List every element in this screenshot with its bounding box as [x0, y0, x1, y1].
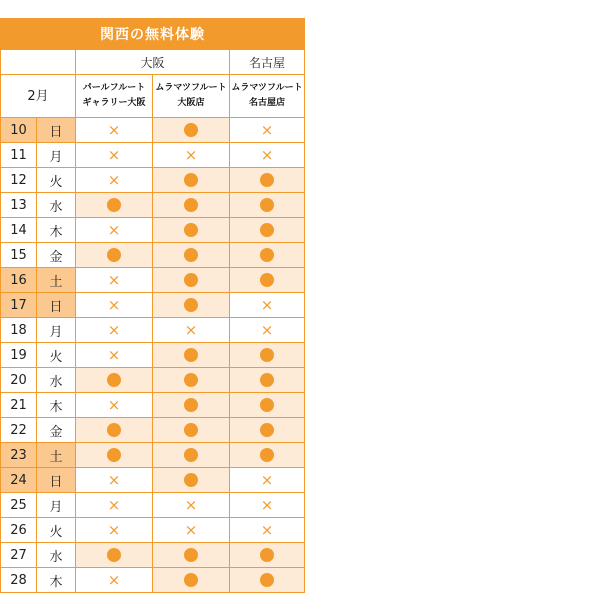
availability-muramatsu-osaka [153, 343, 230, 367]
available-dot-icon [184, 348, 198, 362]
region-nagoya: 名古屋 [248, 55, 285, 70]
store-name-line2: 大阪店 [177, 98, 205, 108]
available-dot-icon [260, 448, 274, 462]
weekday: 金 [37, 243, 76, 267]
weekday: 火 [37, 168, 76, 192]
available-dot-icon [107, 248, 121, 262]
weekday: 土 [37, 443, 76, 467]
unavailable-cross-icon: × [107, 220, 121, 239]
availability-muramatsu-nagoya [230, 493, 304, 517]
available-dot-icon [184, 223, 198, 237]
unavailable-cross-icon: × [184, 495, 198, 514]
unavailable-cross-icon: × [184, 145, 198, 164]
availability-pearl-gallery-osaka [76, 418, 153, 442]
available-dot-icon [184, 448, 198, 462]
weekday: 金 [37, 418, 76, 442]
weekday: 木 [37, 393, 76, 417]
availability-muramatsu-nagoya [230, 143, 304, 167]
unavailable-cross-icon: × [260, 320, 274, 339]
weekday: 水 [37, 368, 76, 392]
availability-pearl-gallery-osaka [76, 218, 153, 242]
day-number: 17 [1, 293, 37, 317]
availability-muramatsu-osaka [153, 493, 230, 517]
availability-pearl-gallery-osaka [76, 543, 153, 567]
unavailable-cross-icon: × [107, 345, 121, 364]
unavailable-cross-icon: × [260, 145, 274, 164]
unavailable-cross-icon: × [184, 320, 198, 339]
availability-pearl-gallery-osaka [76, 143, 153, 167]
day-number: 12 [1, 168, 37, 192]
availability-muramatsu-osaka [153, 243, 230, 267]
availability-muramatsu-nagoya [230, 168, 304, 192]
availability-muramatsu-nagoya [230, 318, 304, 342]
region-header-row [1, 50, 304, 75]
availability-muramatsu-nagoya [230, 218, 304, 242]
availability-muramatsu-osaka [153, 468, 230, 492]
weekday: 火 [37, 343, 76, 367]
available-dot-icon [260, 198, 274, 212]
availability-pearl-gallery-osaka [76, 568, 153, 592]
unavailable-cross-icon: × [260, 520, 274, 539]
table-grid [0, 50, 305, 593]
unavailable-cross-icon: × [107, 170, 121, 189]
schedule-row [1, 143, 304, 168]
availability-pearl-gallery-osaka [76, 193, 153, 217]
schedule-row [1, 243, 304, 268]
day-number: 19 [1, 343, 37, 367]
weekday: 日 [37, 468, 76, 492]
availability-muramatsu-nagoya [230, 418, 304, 442]
availability-muramatsu-osaka [153, 218, 230, 242]
available-dot-icon [184, 423, 198, 437]
availability-pearl-gallery-osaka [76, 343, 153, 367]
unavailable-cross-icon: × [260, 470, 274, 489]
available-dot-icon [107, 198, 121, 212]
available-dot-icon [260, 423, 274, 437]
unavailable-cross-icon: × [107, 120, 121, 139]
available-dot-icon [184, 573, 198, 587]
availability-muramatsu-nagoya [230, 193, 304, 217]
availability-muramatsu-osaka [153, 518, 230, 542]
unavailable-cross-icon: × [260, 495, 274, 514]
day-number: 18 [1, 318, 37, 342]
weekday: 月 [37, 318, 76, 342]
schedule-row [1, 368, 304, 393]
day-number: 13 [1, 193, 37, 217]
unavailable-cross-icon: × [184, 520, 198, 539]
unavailable-cross-icon: × [107, 570, 121, 589]
store-name-line1: ムラマツフルート [231, 83, 303, 93]
availability-muramatsu-nagoya [230, 343, 304, 367]
availability-muramatsu-nagoya [230, 243, 304, 267]
unavailable-cross-icon: × [260, 295, 274, 314]
availability-pearl-gallery-osaka [76, 268, 153, 292]
schedule-row [1, 118, 304, 143]
unavailable-cross-icon: × [107, 495, 121, 514]
day-number: 24 [1, 468, 37, 492]
unavailable-cross-icon: × [107, 145, 121, 164]
schedule-row [1, 218, 304, 243]
store-name-line1: パールフルート [82, 83, 146, 93]
weekday: 日 [37, 118, 76, 142]
weekday: 月 [37, 143, 76, 167]
availability-muramatsu-nagoya [230, 118, 304, 142]
available-dot-icon [260, 248, 274, 262]
available-dot-icon [260, 548, 274, 562]
available-dot-icon [260, 173, 274, 187]
unavailable-cross-icon: × [107, 520, 121, 539]
unavailable-cross-icon: × [107, 295, 121, 314]
available-dot-icon [107, 423, 121, 437]
availability-muramatsu-osaka [153, 143, 230, 167]
availability-muramatsu-osaka [153, 318, 230, 342]
store-header-row [1, 75, 304, 118]
availability-pearl-gallery-osaka [76, 393, 153, 417]
available-dot-icon [260, 373, 274, 387]
store-muramatsu-nagoya [230, 75, 304, 117]
availability-muramatsu-osaka [153, 543, 230, 567]
weekday: 水 [37, 543, 76, 567]
availability-pearl-gallery-osaka [76, 243, 153, 267]
available-dot-icon [107, 373, 121, 387]
availability-pearl-gallery-osaka [76, 468, 153, 492]
unavailable-cross-icon: × [107, 270, 121, 289]
available-dot-icon [260, 573, 274, 587]
weekday: 日 [37, 293, 76, 317]
weekday: 木 [37, 218, 76, 242]
available-dot-icon [107, 448, 121, 462]
day-number: 20 [1, 368, 37, 392]
available-dot-icon [260, 223, 274, 237]
availability-muramatsu-nagoya [230, 268, 304, 292]
availability-muramatsu-osaka [153, 193, 230, 217]
availability-muramatsu-nagoya [230, 468, 304, 492]
schedule-row [1, 193, 304, 218]
store-name-line2: ギャラリー大阪 [82, 98, 146, 108]
region-osaka: 大阪 [76, 50, 230, 74]
month-label: 2月 [1, 75, 76, 117]
availability-muramatsu-osaka [153, 368, 230, 392]
available-dot-icon [107, 548, 121, 562]
free-trial-schedule-table [0, 18, 305, 593]
availability-muramatsu-osaka [153, 118, 230, 142]
availability-muramatsu-osaka [153, 568, 230, 592]
availability-muramatsu-osaka [153, 293, 230, 317]
available-dot-icon [184, 373, 198, 387]
schedule-row [1, 468, 304, 493]
schedule-row [1, 393, 304, 418]
schedule-row [1, 518, 304, 543]
store-pearl-gallery-osaka [76, 75, 153, 117]
day-number: 28 [1, 568, 37, 592]
availability-muramatsu-osaka [153, 168, 230, 192]
weekday: 土 [37, 268, 76, 292]
schedule-row [1, 168, 304, 193]
availability-muramatsu-nagoya [230, 393, 304, 417]
weekday: 月 [37, 493, 76, 517]
unavailable-cross-icon: × [260, 120, 274, 139]
region-header-spacer [1, 50, 76, 74]
day-number: 14 [1, 218, 37, 242]
day-number: 22 [1, 418, 37, 442]
available-dot-icon [184, 298, 198, 312]
schedule-row [1, 418, 304, 443]
available-dot-icon [260, 398, 274, 412]
schedule-row [1, 293, 304, 318]
table-title: 関西の無料体験 [0, 18, 305, 50]
availability-muramatsu-osaka [153, 268, 230, 292]
schedule-row [1, 543, 304, 568]
day-number: 15 [1, 243, 37, 267]
availability-pearl-gallery-osaka [76, 318, 153, 342]
availability-pearl-gallery-osaka [76, 493, 153, 517]
availability-pearl-gallery-osaka [76, 168, 153, 192]
unavailable-cross-icon: × [107, 395, 121, 414]
day-number: 23 [1, 443, 37, 467]
available-dot-icon [184, 473, 198, 487]
store-muramatsu-osaka [153, 75, 230, 117]
available-dot-icon [184, 398, 198, 412]
day-number: 10 [1, 118, 37, 142]
schedule-row [1, 568, 304, 593]
day-number: 16 [1, 268, 37, 292]
availability-pearl-gallery-osaka [76, 368, 153, 392]
day-number: 25 [1, 493, 37, 517]
available-dot-icon [184, 173, 198, 187]
day-number: 21 [1, 393, 37, 417]
schedule-row [1, 268, 304, 293]
store-name-line1: ムラマツフルート [155, 83, 227, 93]
availability-pearl-gallery-osaka [76, 518, 153, 542]
schedule-row [1, 343, 304, 368]
availability-pearl-gallery-osaka [76, 118, 153, 142]
availability-muramatsu-nagoya [230, 543, 304, 567]
availability-pearl-gallery-osaka [76, 443, 153, 467]
weekday: 木 [37, 568, 76, 592]
schedule-row [1, 493, 304, 518]
availability-pearl-gallery-osaka [76, 293, 153, 317]
available-dot-icon [260, 348, 274, 362]
day-number: 27 [1, 543, 37, 567]
availability-muramatsu-nagoya [230, 443, 304, 467]
schedule-rows [1, 118, 304, 593]
available-dot-icon [184, 548, 198, 562]
availability-muramatsu-nagoya [230, 293, 304, 317]
available-dot-icon [184, 198, 198, 212]
available-dot-icon [184, 273, 198, 287]
weekday: 火 [37, 518, 76, 542]
availability-muramatsu-nagoya [230, 518, 304, 542]
availability-muramatsu-osaka [153, 393, 230, 417]
schedule-row [1, 443, 304, 468]
unavailable-cross-icon: × [107, 470, 121, 489]
day-number: 11 [1, 143, 37, 167]
available-dot-icon [184, 248, 198, 262]
weekday: 水 [37, 193, 76, 217]
available-dot-icon [184, 123, 198, 137]
availability-muramatsu-nagoya [230, 368, 304, 392]
availability-muramatsu-osaka [153, 443, 230, 467]
availability-muramatsu-osaka [153, 418, 230, 442]
store-name-line2: 名古屋店 [248, 98, 285, 108]
available-dot-icon [260, 273, 274, 287]
unavailable-cross-icon: × [107, 320, 121, 339]
schedule-row [1, 318, 304, 343]
availability-muramatsu-nagoya [230, 568, 304, 592]
day-number: 26 [1, 518, 37, 542]
